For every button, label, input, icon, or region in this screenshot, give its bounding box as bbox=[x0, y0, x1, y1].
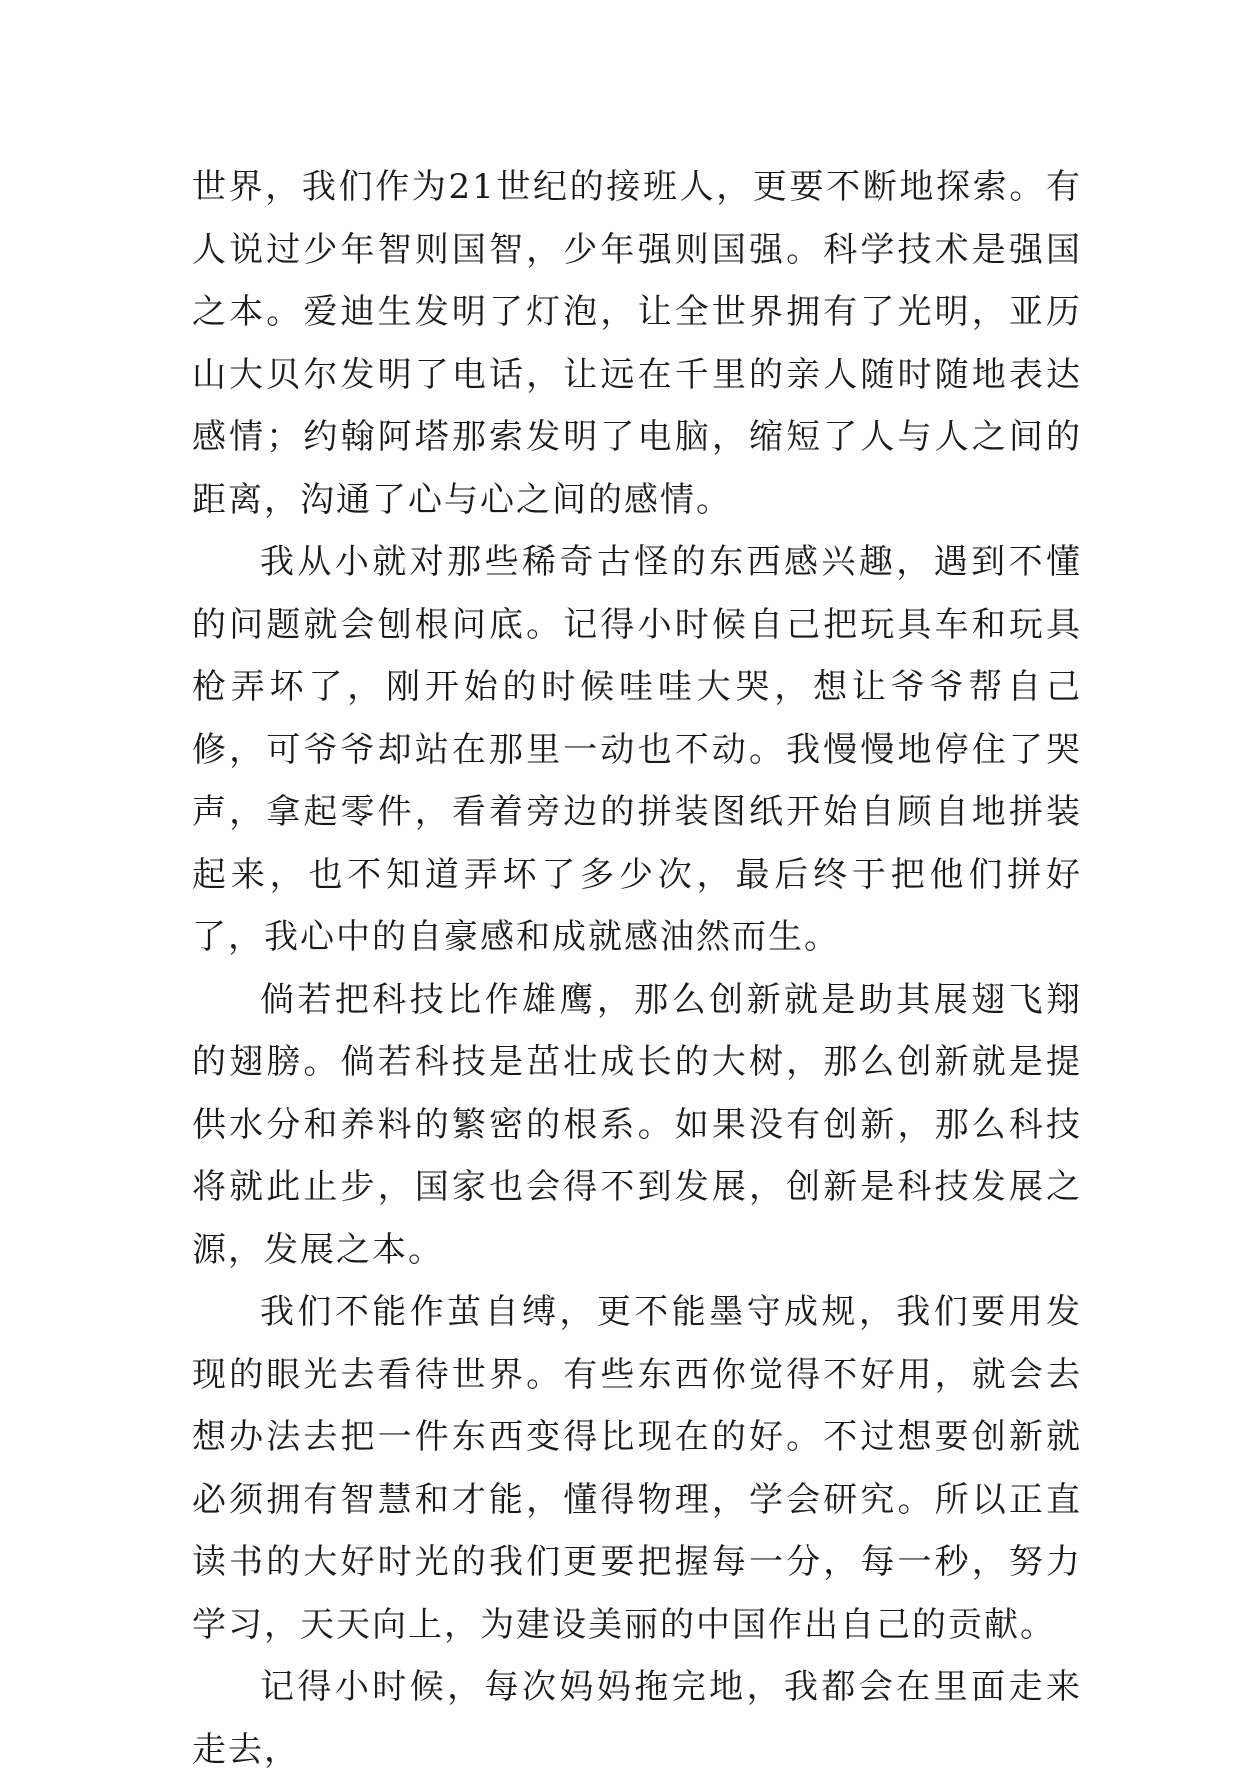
paragraph-3: 倘若把科技比作雄鹰，那么创新就是助其展翅飞翔的翅膀。倘若科技是茁壮成长的大树，那么创新就是提供水分和养料的繁密的根系。如果没有创新，那么科技将就此止步，国家也会得不到发展，创新是科技发展之源，发展之本。 bbox=[192, 979, 1082, 1270]
document-body bbox=[192, 156, 1082, 1781]
paragraph-5: 记得小时候，每次妈妈拖完地，我都会在里面走来走去， bbox=[192, 1667, 1082, 1770]
paragraph-2: 我从小就对那些稀奇古怪的东西感兴趣，遇到不懂的问题就会刨根问底。记得小时候自己把玩具车和玩具枪弄坏了，刚开始的时候哇哇大哭，想让爷爷帮自己修，可爷爷却站在那里一动也不动。我慢慢地停住了哭声，拿起零件，看着旁边的拼装图纸开始自顾自地拼装起来，也不知道弄坏了多少次，最后终于把他们拼好了，我心中的自豪感和成就感油然而生。 bbox=[192, 542, 1082, 957]
paragraph-1: 世界，我们作为21世纪的接班人，更要不断地探索。有人说过少年智则国智，少年强则国强。科学技术是强国之本。爱迪生发明了灯泡，让全世界拥有了光明，亚历山大贝尔发明了电话，让远在千里的亲人随时随地表达感情；约翰阿塔那索发明了电脑，缩短了人与人之间的距离，沟通了心与心之间的感情。 bbox=[192, 167, 1082, 520]
paragraph-4: 我们不能作茧自缚，更不能墨守成规，我们要用发现的眼光去看待世界。有些东西你觉得不好用，就会去想办法去把一件东西变得比现在的好。不过想要创新就必须拥有智慧和才能，懂得物理，学会研究。所以正直读书的大好时光的我们更要把握每一分，每一秒，努力学习，天天向上，为建设美丽的中国作出自己的贡献。 bbox=[192, 1292, 1082, 1645]
